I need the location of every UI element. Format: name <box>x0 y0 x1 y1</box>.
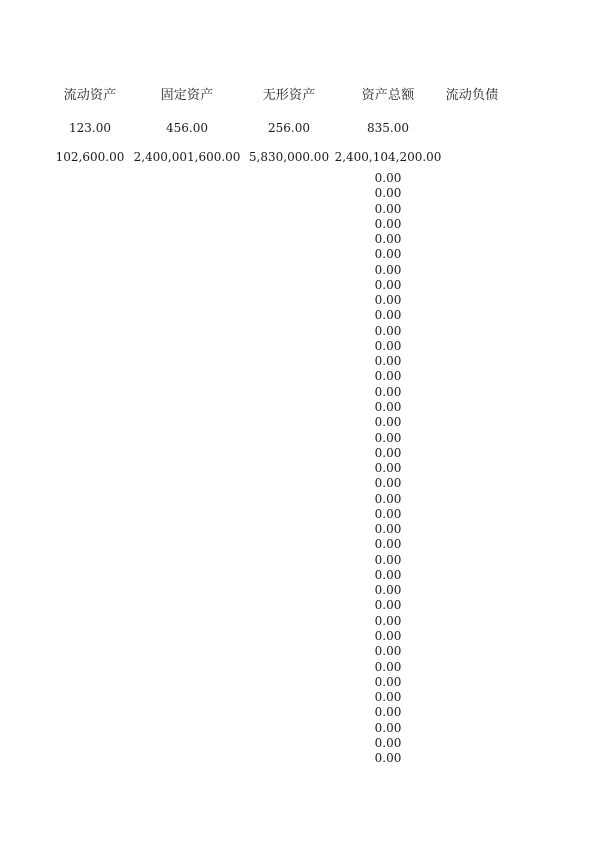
row1-fixed-assets: 456.00 <box>166 121 208 135</box>
zero-value-cell: 0.00 <box>374 338 402 353</box>
zero-value-cell: 0.00 <box>374 461 402 476</box>
zero-value-cell: 0.00 <box>374 186 402 201</box>
zero-value-cell: 0.00 <box>374 476 402 491</box>
zero-value-cell: 0.00 <box>374 262 402 277</box>
zero-value-cell: 0.00 <box>374 598 402 613</box>
zero-value-cell: 0.00 <box>374 216 402 231</box>
zero-value-cell: 0.00 <box>374 567 402 582</box>
row2-total-assets: 2,400,104,200.00 <box>334 150 442 164</box>
zero-value-cell: 0.00 <box>374 674 402 689</box>
zero-value-cell: 0.00 <box>374 720 402 735</box>
zero-value-cell: 0.00 <box>374 384 402 399</box>
row2-current-assets: 102,600.00 <box>55 150 125 164</box>
zero-value-cell: 0.00 <box>374 552 402 567</box>
header-current-liabilities: 流动负债 <box>445 88 499 103</box>
zero-value-cell: 0.00 <box>374 247 402 262</box>
header-intangible-assets: 无形资产 <box>262 88 316 103</box>
zero-value-cell: 0.00 <box>374 201 402 216</box>
header-fixed-assets: 固定资产 <box>160 88 214 103</box>
zero-value-cell: 0.00 <box>374 308 402 323</box>
zero-value-cell: 0.00 <box>374 399 402 414</box>
zero-value-cell: 0.00 <box>374 628 402 643</box>
header-total-assets: 资产总额 <box>361 88 415 103</box>
zero-value-cell: 0.00 <box>374 430 402 445</box>
zero-value-cell: 0.00 <box>374 583 402 598</box>
zero-value-cell: 0.00 <box>374 644 402 659</box>
zero-value-cell: 0.00 <box>374 506 402 521</box>
zero-value-cell: 0.00 <box>374 537 402 552</box>
zero-value-cell: 0.00 <box>374 491 402 506</box>
row1-total-assets: 835.00 <box>367 121 409 135</box>
row2-intangible-assets: 5,830,000.00 <box>248 150 330 164</box>
row1-intangible-assets: 256.00 <box>268 121 310 135</box>
zero-value-cell: 0.00 <box>374 232 402 247</box>
zero-value-cell: 0.00 <box>374 613 402 628</box>
total-assets-zero-list <box>328 171 448 766</box>
header-current-assets: 流动资产 <box>63 88 117 103</box>
zero-value-cell: 0.00 <box>374 735 402 750</box>
row1-current-assets: 123.00 <box>69 121 111 135</box>
zero-value-cell: 0.00 <box>374 171 402 185</box>
row2-fixed-assets: 2,400,001,600.00 <box>133 150 241 164</box>
zero-value-cell: 0.00 <box>374 293 402 308</box>
zero-value-cell: 0.00 <box>374 445 402 460</box>
zero-value-cell: 0.00 <box>374 415 402 430</box>
zero-value-cell: 0.00 <box>374 522 402 537</box>
zero-value-cell: 0.00 <box>374 354 402 369</box>
zero-value-cell: 0.00 <box>374 705 402 720</box>
zero-value-cell: 0.00 <box>374 369 402 384</box>
zero-value-cell: 0.00 <box>374 323 402 338</box>
zero-value-cell: 0.00 <box>374 690 402 705</box>
zero-value-cell: 0.00 <box>374 659 402 674</box>
zero-value-cell: 0.00 <box>374 751 402 766</box>
zero-value-cell: 0.00 <box>374 277 402 292</box>
